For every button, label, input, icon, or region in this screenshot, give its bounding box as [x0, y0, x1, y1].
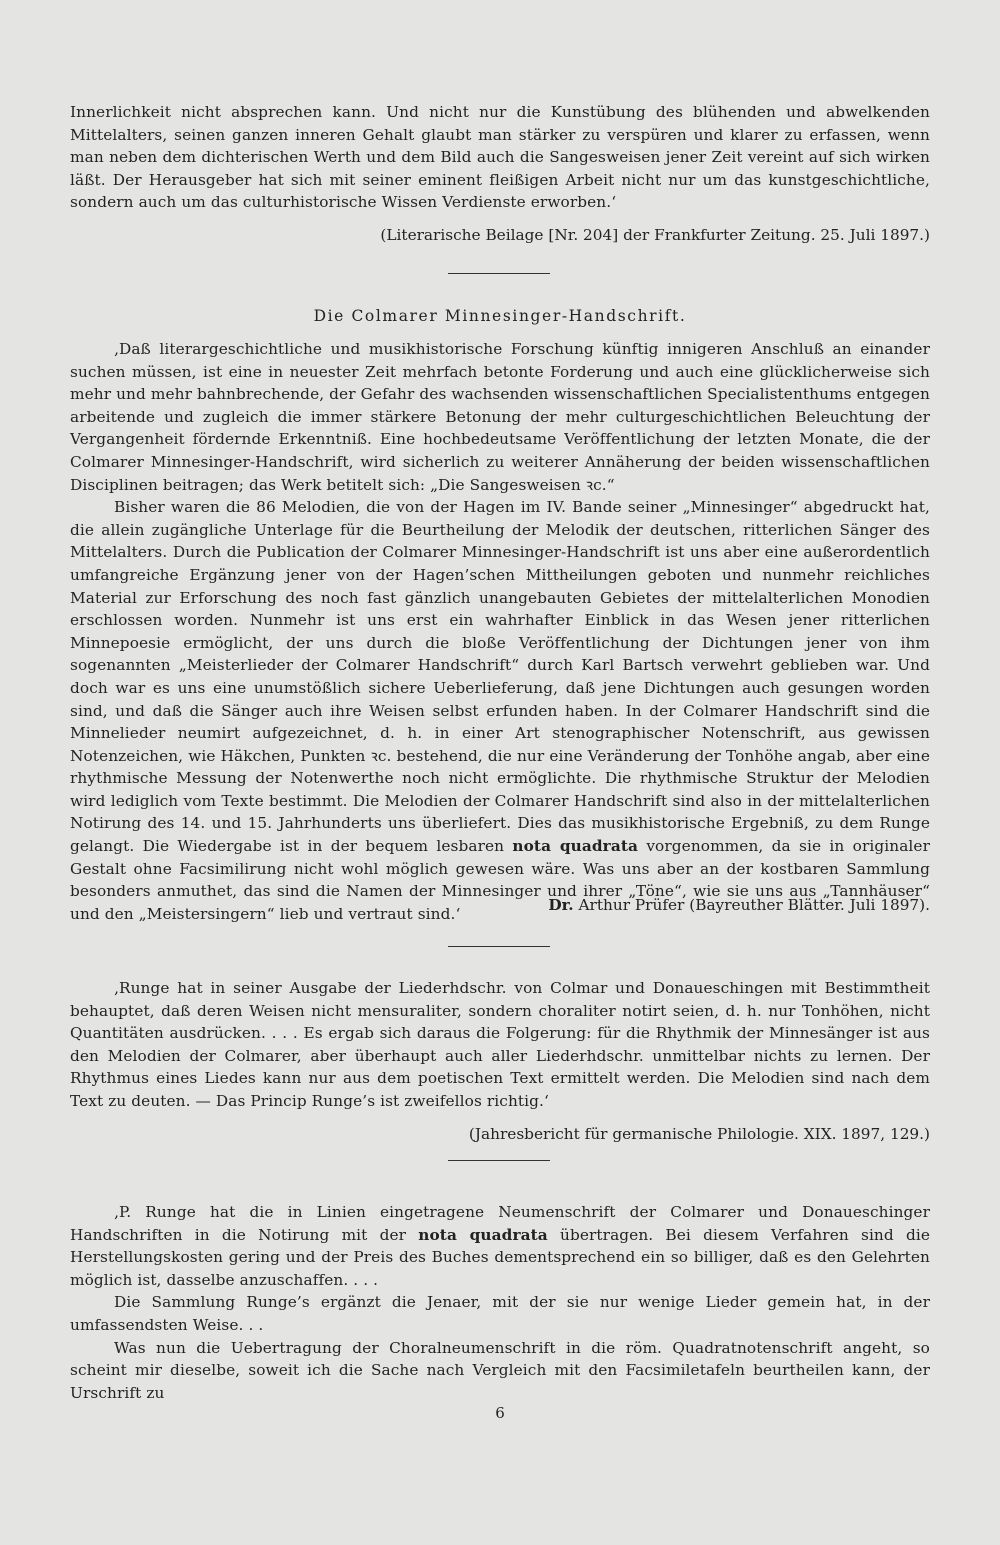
paragraph: ‚Runge hat in seiner Ausgabe der Liederhdschr. von Colmar und Donaueschingen mit Bestimmtheit behauptet, daß deren Weisen nicht mensuraliter, sondern choraliter notirt seien, d. h. nur Tonhöhen, nicht Quantitäten ausdrücken. . . . Es ergab sich daraus die Folgerung: für die Rhythmik der Minnesänger ist aus den Melodien der Colmarer, aber überhaupt auch aller Liederhdschr. unmittelbar nichts zu lernen. Der Rhythmus eines Liedes kann nur aus dem poetischen Text ermittelt werden. Die Melodien sind nach dem Text zu deuten. — Das Princip Runge’s ist zweifellos richtig.‘	[70, 979, 930, 1110]
review-frankfurter-text	[70, 101, 930, 214]
bold-term: nota quadrata	[418, 1225, 548, 1244]
separator-rule	[448, 273, 550, 274]
paragraph: Die Sammlung Runge’s ergänzt die Jenaer, mit der sie nur wenige Lieder gemein hat, in der umfassendsten Weise. . .	[70, 1293, 930, 1334]
paragraph: ‚P. Runge hat die in Linien eingetragene Neumenschrift der Colmarer und Donaueschinger Handschriften in die Notirung mit der nota quadrata übertragen. Bei diesem Verfahren sind die Herstellungskosten gering und der Preis des Buches dementsprechend ein so billiger, daß es den Gelehrten möglich ist, dasselbe anzuschaffen. . . .	[70, 1203, 931, 1289]
separator-rule	[448, 946, 550, 947]
review-jahresbericht-text	[70, 977, 930, 1113]
signature-pruefer: Dr. Arthur Prüfer (Bayreuther Blätter. Juli 1897).	[548, 896, 930, 914]
page-number: 6	[495, 1404, 505, 1422]
separator-rule	[448, 1160, 550, 1161]
paragraph: Was nun die Uebertragung der Choralneumenschrift in die röm. Quadratnotenschrift angeht, so scheint mir dieselbe, soweit ich die Sache nach Vergleich mit den Facsimiletafeln beurtheilen kann, der Urschrift zu	[70, 1338, 930, 1402]
review-bayreuther-text	[70, 338, 930, 925]
paragraph: ‚Daß literargeschichtliche und musikhistorische Forschung künftig innigeren Anschluß an einander suchen müssen, ist eine in neuester Zeit mehrfach betonte Forderung und auch eine glücklicherweise sich mehr und mehr bahnbrechende, der Gefahr des wachsenden wissenschaftlichen Specialistenthums entgegen arbeitende und zugleich die immer stärkere Betonung der mehr culturgeschichtlichen Beleuchtung der Vergangenheit fördernde Erkenntniß. Eine hochbedeutsame Veröffentlichung der letzten Monate, die der Colmarer Minnesinger-Handschrift, wird sicherlich zu weiterer Annäherung der beiden wissenschaftlichen Disciplinen beitragen; das Werk betitelt sich: „Die Sangesweisen ꝛc.“	[70, 340, 930, 494]
paragraph: Bisher waren die 86 Melodien, die von der Hagen im IV. Bande seiner „Minnesinger“ abgedruckt hat, die allein zugängliche Unterlage für die Beurtheilung der Melodik der deutschen, ritterlichen Sänger des Mittelalters. Durch die Publication der Colmarer Minnesinger-Handschrift ist uns aber eine außerordentlich umfangreiche Ergänzung jener von der Hagen’schen Mittheilungen geboten und nunmehr reichliches Material zur Erforschung des noch fast gänzlich unangebauten Gebietes der mittelalterlichen Monodien erschlossen worden. Nunmehr ist uns erst ein wahrhafter Einblick in das Wesen jener ritterlichen Minnepoesie ermöglicht, der uns durch die bloße Veröffentlichung der Dichtungen jener von ihm sogenannten „Meisterlieder der Colmarer Handschrift“ durch Karl Bartsch verwehrt geblieben war. Und doch war es uns eine unumstößlich sichere Ueberlieferung, daß jene Dichtungen auch gesungen worden sind, und daß die Sänger auch ihre Weisen selbst erfunden haben. In der Colmarer Handschrift sind die Minnelieder neumirt aufgezeichnet, d. h. in einer Art stenographischer Notenschrift, aus gewissen Notenzeichen, wie Häkchen, Punkten ꝛc. bestehend, die nur eine Veränderung der Tonhöhe angab, aber eine rhythmische Messung der Notenwerthe noch nicht ermöglichte. Die rhythmische Struktur der Melodien wird lediglich vom Texte bestimmt. Die Melodien der Colmarer Handschrift sind also in der mittelalterlichen Notirung des 14. und 15. Jahrhunderts uns überliefert. Dies das musikhistorische Ergebniß, zu dem Runge gelangt. Die Wiedergabe ist in der bequem lesbaren nota quadrata vorgenommen, da sie in originaler Gestalt ohne Facsimilirung nicht wohl möglich gewesen wäre. Was uns aber an der kostbaren Sammlung besonders anmuthet, das sind die Namen der Minnesinger und ihrer „Töne“, wie sie uns aus „Tannhäuser“ und den „Meistersingern“ lieb und vertraut sind.‘	[70, 498, 930, 923]
section-heading: Die Colmarer Minnesinger-Handschrift.	[313, 307, 687, 325]
review-neumen-text	[70, 1201, 930, 1404]
source-citation-frankfurter: (Literarische Beilage [Nr. 204] der Frankfurter Zeitung. 25. Juli 1897.)	[380, 226, 930, 244]
source-citation-jahresbericht: (Jahresbericht für germanische Philologie. XIX. 1897, 129.)	[468, 1125, 930, 1143]
paragraph: Innerlichkeit nicht absprechen kann. Und nicht nur die Kunstübung des blühenden und abwelkenden Mittelalters, seinen ganzen inneren Gehalt glaubt man stärker zu verspüren und klarer zu erfassen, wenn man neben dem dichterischen Werth und dem Bild auch die Sangesweisen jener Zeit vereint auf sich wirken läßt. Der Herausgeber hat sich mit seiner eminent fleißigen Arbeit nicht nur um das kunstgeschichtliche, sondern auch um das culturhistorische Wissen Verdienste erworben.‘	[70, 103, 930, 212]
bold-term: nota quadrata	[512, 837, 639, 856]
